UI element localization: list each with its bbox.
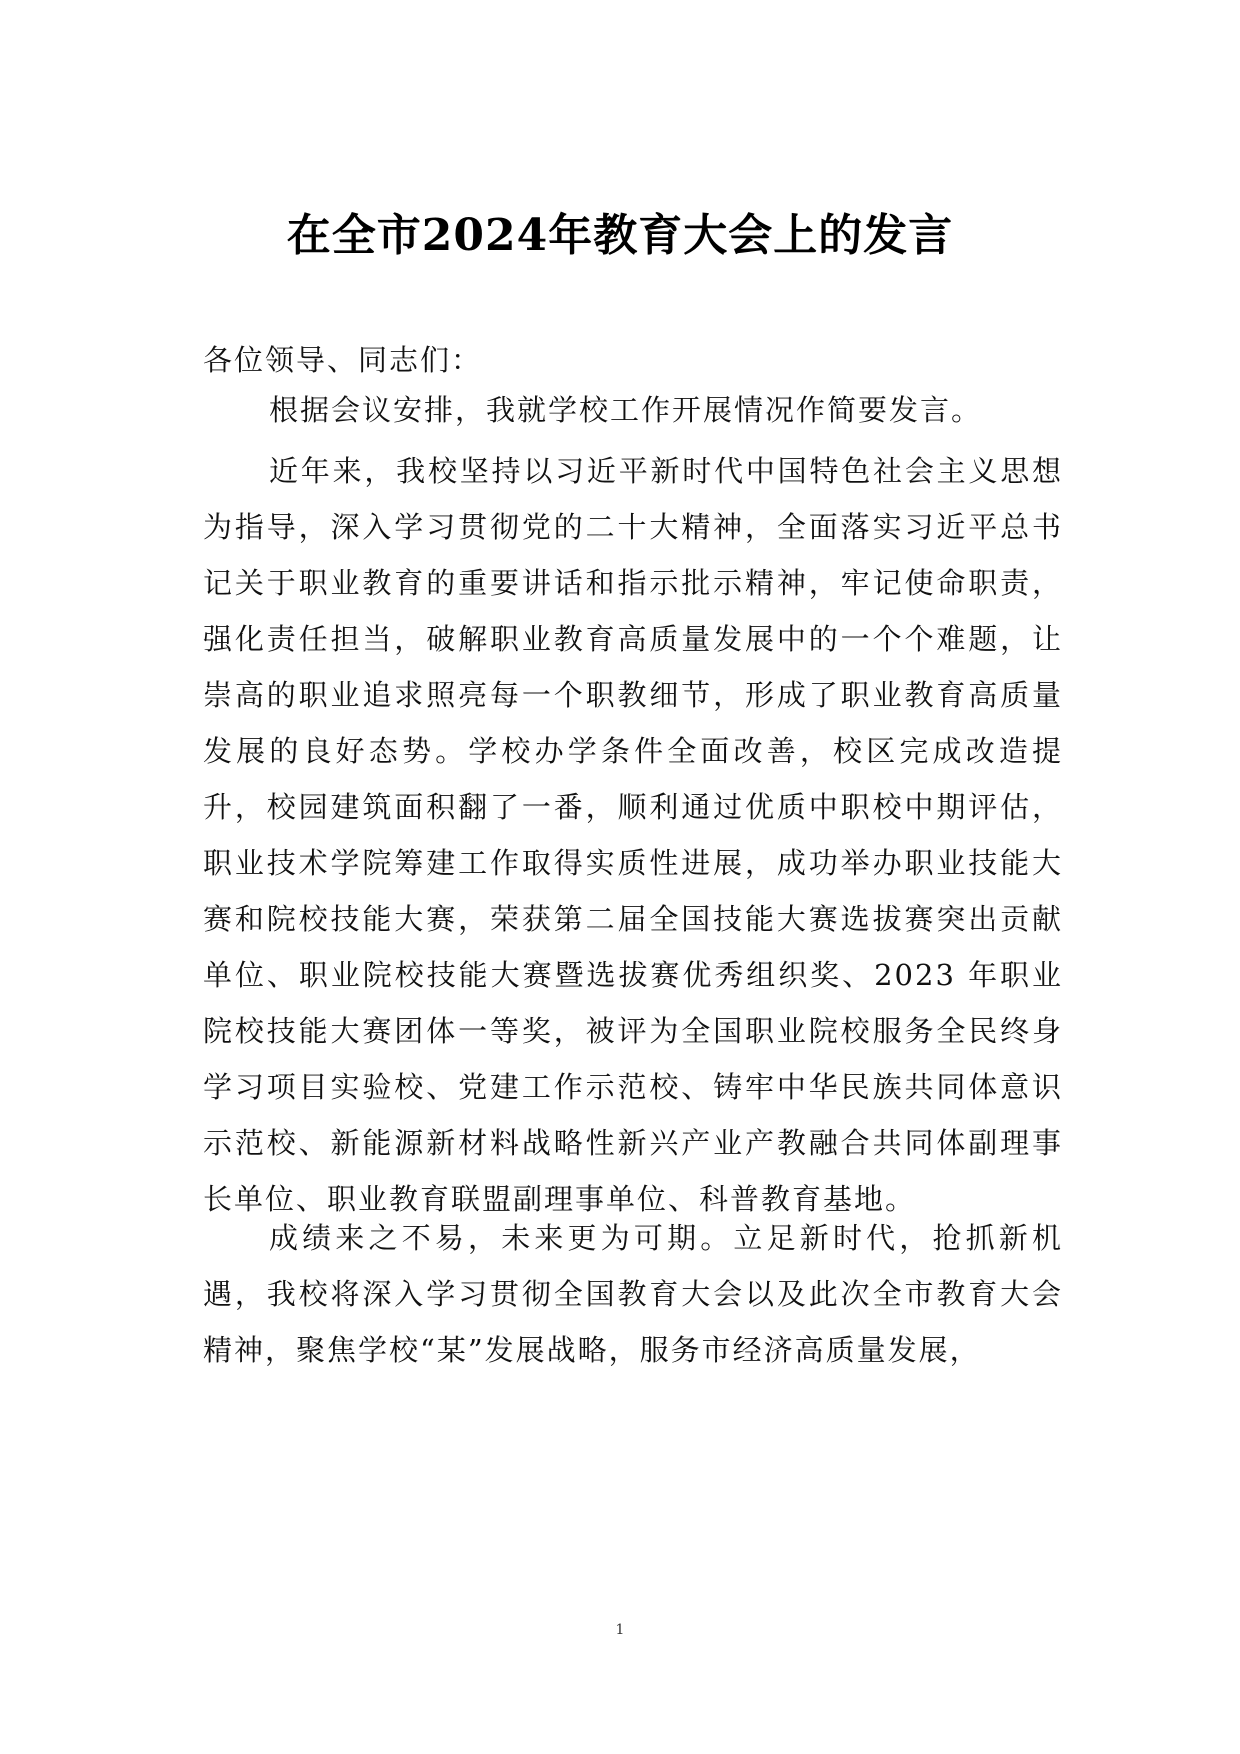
body-paragraph-1: 根据会议安排，我就学校工作开展情况作简要发言。: [269, 393, 983, 427]
body-paragraph-2: 近年来，我校坚持以习近平新时代中国特色社会主义思想为指导，深入学习贯彻党的二十大精神，全面落实习近平总书记关于职业教育的重要讲话和指示批示精神，牢记使命职责，强化责任担当，破解职业教育高质量发展中的一个个难题，让崇高的职业追求照亮每一个职教细节，形成了职业教育高质量发展的良好态势。学校办学条件全面改善，校区完成改造提升，校园建筑面积翻了一番，顺利通过优质中职校中期评估，职业技术学院筹建工作取得实质性进展，成功举办职业技能大赛和院校技能大赛，荣获第二届全国技能大赛选拔赛突出贡献单位、职业院校技能大赛暨选拔赛优秀组织奖、2023 年职业院校技能大赛团体一等奖，被评为全国职业院校服务全民终身学习项目实验校、党建工作示范校、铸牢中华民族共同体意识示范校、新能源新材料战略性新兴产业产教融合共同体副理事长单位、职业教育联盟副理事单位、科普教育基地。: [203, 454, 1063, 1216]
body-paragraph-3: 成绩来之不易，未来更为可期。立足新时代，抢抓新机遇，我校将深入学习贯彻全国教育大会以及此次全市教育大会精神，聚焦学校“某”发展战略，服务市经济高质量发展，: [203, 1221, 1063, 1367]
greeting-line: 各位领导、同志们：: [203, 343, 483, 377]
document-title: 在全市2024年教育大会上的发言: [286, 210, 954, 261]
page-number: 1: [615, 1622, 625, 1638]
